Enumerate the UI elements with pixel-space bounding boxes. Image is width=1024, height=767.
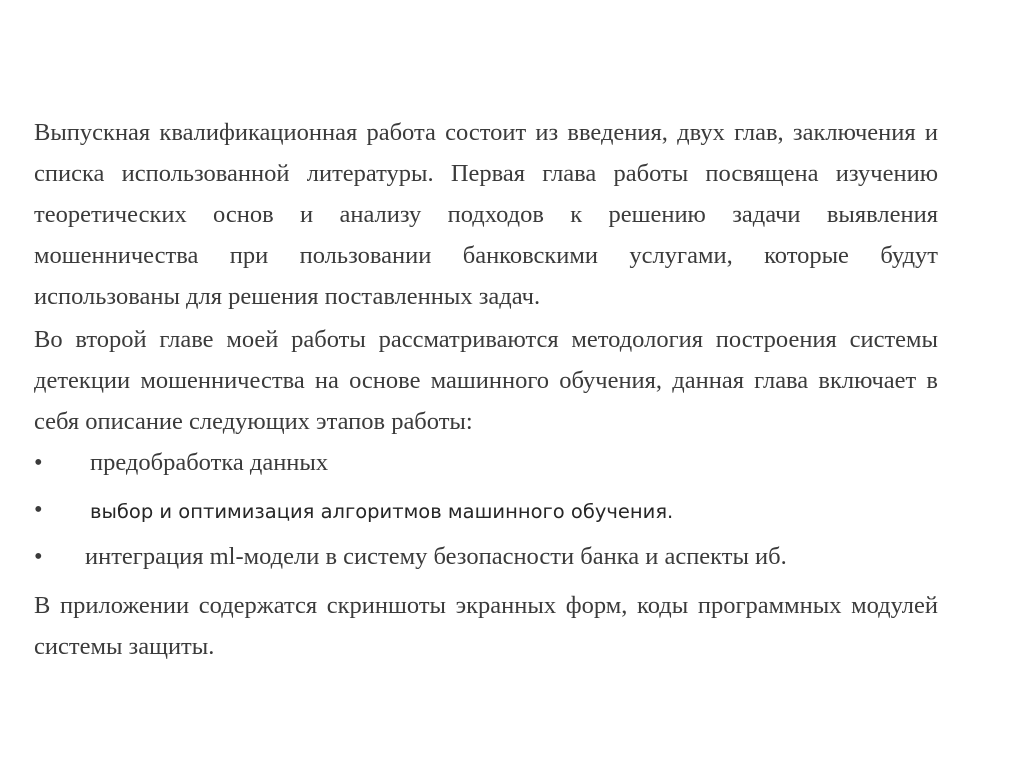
bullet-text: интеграция ml-модели в систему безопасности банка и аспекты иб. bbox=[85, 543, 787, 570]
bullet-dot: • bbox=[34, 449, 43, 476]
bullet-item-algorithms bbox=[34, 489, 938, 536]
bullet-item-preprocessing bbox=[34, 442, 938, 489]
bullet-text: предобработка данных bbox=[90, 449, 329, 476]
bullet-dot: • bbox=[34, 543, 43, 570]
paragraph-intro: Выпускная квалификационная работа состоит из введения, двух глав, заключения и списка использованной литературы. Первая глава работы посвящена изучению теоретических основ и анализу подходов к решению задачи выявления мошенничества при пользовании банковскими услугами, которые будут использованы для решения поставленных задач. bbox=[34, 119, 938, 310]
slide-content bbox=[34, 112, 938, 667]
bullet-text: выбор и оптимизация алгоритмов машинного обучения. bbox=[90, 500, 674, 523]
bullet-dot: • bbox=[34, 496, 43, 523]
paragraph-appendix: В приложении содержатся скриншоты экранных форм, коды программных модулей системы защиты. bbox=[34, 592, 938, 660]
bullet-item-integration bbox=[34, 536, 938, 583]
paragraph-chapter-two: Во второй главе моей работы рассматриваются методология построения системы детекции мошенничества на основе машинного обучения, данная глава включает в себя описание следующих этапов работы: bbox=[34, 326, 938, 435]
